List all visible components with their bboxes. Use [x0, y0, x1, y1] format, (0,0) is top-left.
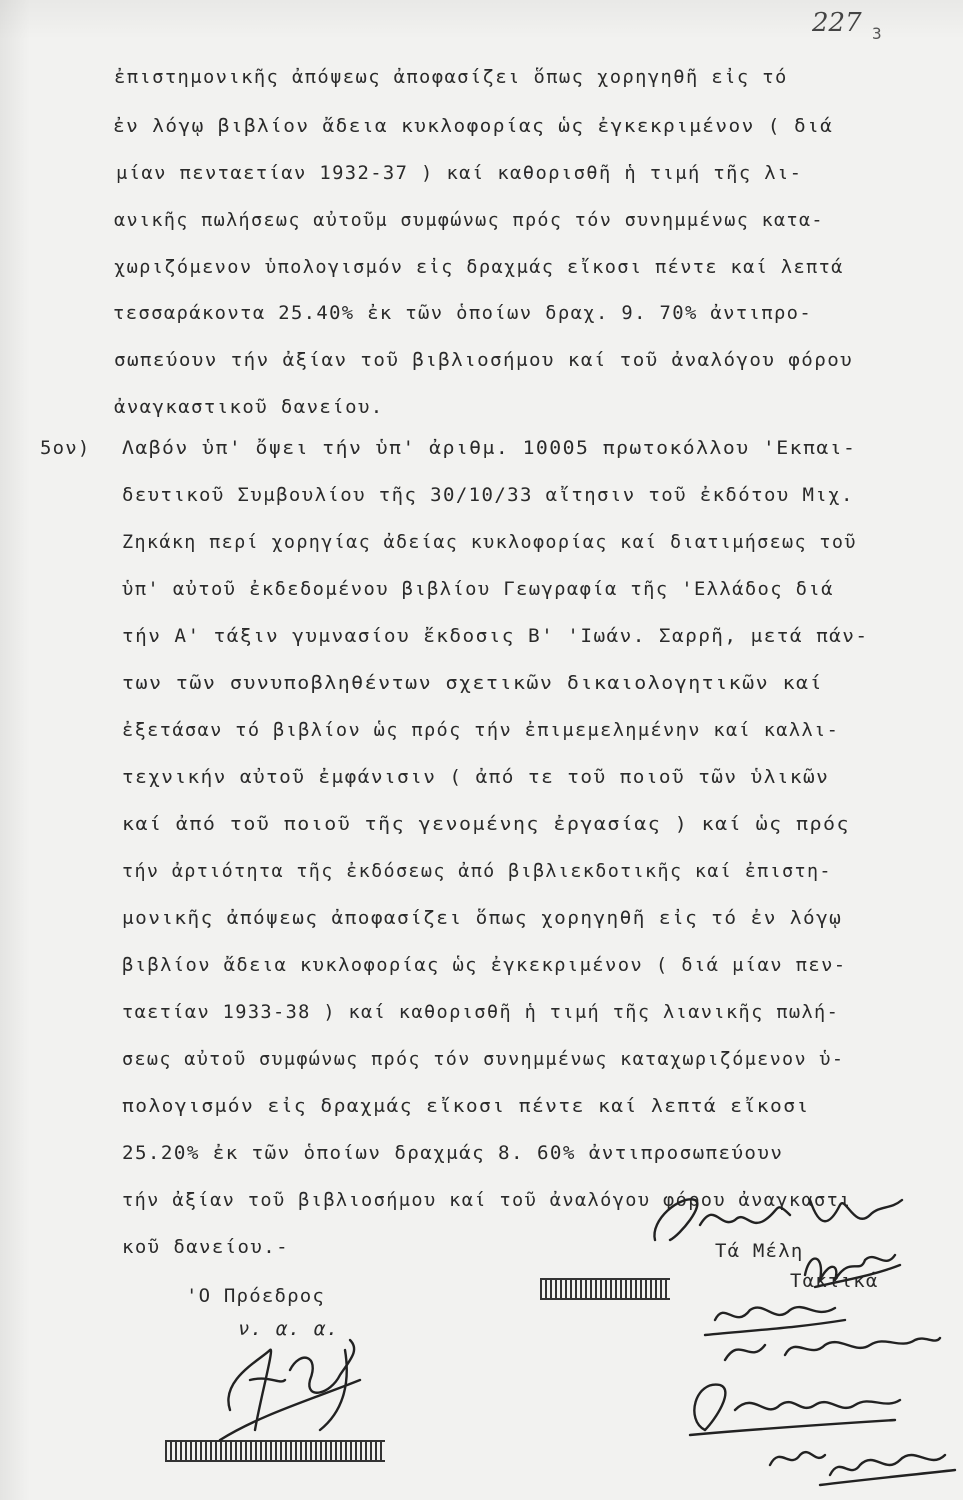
body-line: τεχνικήν αὐτοῦ ἐμφάνισιν ( ἀπό τε τοῦ ποιοῦ τῶν ὑλικῶν	[122, 766, 830, 788]
body-line: χωριζόμενον ὑπολογισμόν εἰς δραχμάς εἴκοσι πέντε καί λεπτά	[114, 256, 844, 278]
member-signature-3	[695, 1290, 945, 1380]
body-line: ανικῆς πωλήσεως αὐτοῦμ συμφώνως πρός τόν συνημμένως κατα-	[114, 209, 824, 231]
president-label: 'Ο Πρόεδρος	[186, 1285, 326, 1307]
page-number: 227	[812, 8, 862, 38]
body-line: σωπεύουν τήν ἀξίαν τοῦ βιβλιοσήμου καί τοῦ ἀναλόγου φόρου	[114, 349, 854, 371]
body-line: ἀναγκαστικοῦ δανείου.	[114, 396, 384, 418]
body-line: τήν ἀρτιότητα τῆς ἐκδόσεως ἀπό βιβλιεκδοτικῆς καί ἐπιστη-	[122, 860, 832, 882]
body-line: Λαβόν ὑπ' ὄψει τήν ὑπ' ἀριθμ. 10005 πρωτοκόλλου 'Εκπαι-	[122, 437, 857, 459]
body-line: ὑπ' αὐτοῦ ἐκδεδομένου βιβλίου Γεωγραφία τῆς 'Ελλάδος διά	[122, 578, 834, 600]
body-line: βιβλίον ἄδεια κυκλοφορίας ὡς ἐγκεκριμένον ( διά μίαν πεν-	[122, 954, 847, 976]
page-sub-number: 3	[872, 24, 882, 43]
president-signature	[200, 1320, 370, 1460]
body-line: ἐξετάσαν τό βιβλίον ὡς πρός τήν ἐπιμεμελημένην καί καλλι-	[122, 719, 840, 741]
member-signature-2	[795, 1235, 905, 1295]
body-line: ἐν λόγῳ βιβλίον ἄδεια κυκλοφορίας ὡς ἐγκεκριμένον ( διά	[113, 115, 834, 137]
body-line: μονικῆς ἀπόψεως ἀποφασίζει ὅπως χορηγηθῆ εἰς τό ἐν λόγῳ	[122, 907, 843, 929]
struck-out-text	[540, 1278, 670, 1300]
body-line: Ζηκάκη περί χορηγίας ἀδείας κυκλοφορίας καί διατιμήσεως τοῦ	[122, 531, 857, 553]
body-line: τήν ἀξίαν τοῦ βιβλιοσήμου καί τοῦ ἀναλόγου φόρου ἀναγκαστι	[122, 1189, 852, 1211]
body-line: ταετίαν 1933-38 ) καί καθορισθῆ ἡ τιμή τῆς λιανικῆς πωλή-	[122, 1001, 840, 1023]
body-line: μίαν πενταετίαν 1932-37 ) καί καθορισθῆ ἡ τιμή τῆς λι-	[116, 162, 803, 184]
president-abbrev: ν. α. α.	[238, 1318, 340, 1340]
body-line: των τῶν συνυποβληθέντων σχετικῶν δικαιολογητικῶν καί	[122, 672, 824, 694]
body-line: πολογισμόν εἰς δραχμάς εἴκοσι πέντε καί λεπτά εἴκοσι	[122, 1095, 810, 1117]
body-line: κοῦ δανείου.-	[122, 1236, 289, 1258]
body-line: δευτικοῦ Συμβουλίου τῆς 30/10/33 αἴτησιν τοῦ ἐκδότου Μιχ.	[122, 484, 854, 506]
body-line: 25.20% ἐκ τῶν ὁποίων δραχμάς 8. 60% ἀντιπροσωπεύουν	[122, 1142, 784, 1164]
member-signature-5	[760, 1430, 960, 1490]
members-label: Τά Μέλη	[715, 1240, 804, 1262]
body-line: καί ἀπό τοῦ ποιοῦ τῆς γενομένης ἐργασίας ) καί ὡς πρός	[122, 813, 850, 835]
body-line: τεσσαράκοντα 25.40% ἐκ τῶν ὁποίων δραχ. 9. 70% ἀντιπρο-	[113, 302, 813, 324]
regular-label: Τακτικά	[790, 1270, 879, 1292]
body-line: ἐπιστημονικῆς ἀπόψεως ἀποφασίζει ὅπως χορηγηθῆ εἰς τό	[114, 66, 788, 88]
body-line: σεως αὐτοῦ συμφώνως πρός τόν συνημμένως καταχωριζόμενον ὑ-	[122, 1048, 845, 1070]
body-line: τήν Α' τάξιν γυμνασίου ἔκδοσις Β' 'Ιωάν. Σαρρῆ, μετά πάν-	[122, 625, 869, 647]
item-number: 5ον)	[40, 437, 91, 459]
